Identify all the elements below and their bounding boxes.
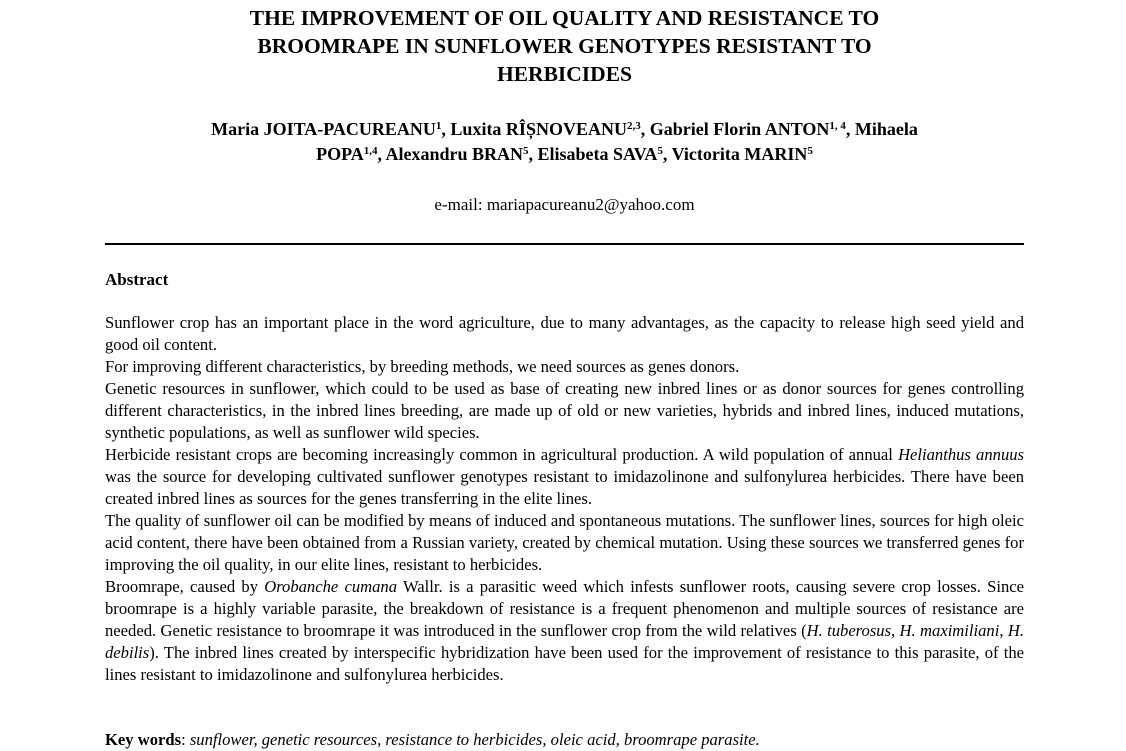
- paper-title: [105, 4, 1024, 88]
- author-affiliation: 1,4: [363, 144, 378, 157]
- email-label: e-mail:: [434, 195, 483, 214]
- keywords: [105, 729, 760, 751]
- abstract-text: Wallr. is a parasitic weed which infests sunflower roots, causing severe crop losses. Since broomrape is a highly variable parasite, the breakdown of resistance is a frequent phenomenon and multiple sources of resistance are needed. Genetic resistance to broomrape it was introduced in the sunflower crop from the wild relatives (: [105, 577, 1024, 640]
- author-affiliation: 2,3: [626, 120, 641, 132]
- author-name: Alexandru BRAN: [385, 143, 524, 164]
- author-name: Maria JOITA-PACUREANU: [211, 119, 436, 139]
- abstract-paragraph: Genetic resources in sunflower, which could to be used as base of creating new inbred lines or as donor sources for genes controlling different characteristics, in the inbred lines breeding, are made up of old or new varieties, hybrids and inbred lines, induced mutations, synthetic populations, as well as sunflower wild species.: [105, 379, 1024, 442]
- abstract-paragraph: [105, 444, 1024, 510]
- abstract-paragraph: [105, 576, 1024, 686]
- keywords-list: sunflower, genetic resources, resistance to herbicides, oleic acid, broomrape parasite.: [189, 730, 760, 749]
- author-separator: ,: [528, 143, 538, 164]
- title-line: BROOMRAPE IN SUNFLOWER GENOTYPES RESISTANT TO: [257, 34, 872, 58]
- author-list: [105, 117, 1024, 166]
- contact-email: [105, 194, 1024, 216]
- author-separator: ,: [640, 119, 650, 139]
- author-affiliation: 1, 4: [829, 120, 846, 132]
- title-line: THE IMPROVEMENT OF OIL QUALITY AND RESISTANCE TO: [249, 6, 880, 30]
- abstract-text: was the source for developing cultivated sunflower genotypes resistant to imidazolinone and sulfonylurea herbicides. There have been created inbred lines as sources for the genes transferring in the elite lines.: [105, 467, 1024, 508]
- author-separator: ,: [377, 143, 386, 164]
- abstract-paragraph: Sunflower crop has an important place in the word agriculture, due to many advantages, as the capacity to release high seed yield and good oil content.: [105, 313, 1024, 354]
- species-name: Helianthus annuus: [898, 445, 1024, 464]
- abstract-body: [105, 312, 1024, 686]
- keywords-colon: :: [181, 730, 190, 749]
- author-affiliation: 1: [435, 120, 442, 132]
- header-divider: [105, 243, 1024, 245]
- species-name: H. tuberosus, H. maximiliani: [806, 621, 1000, 640]
- species-name: Orobanche cumana: [264, 577, 398, 596]
- abstract-text: Herbicide resistant crops are becoming increasingly common in agricultural production. A wild population of annual: [105, 445, 899, 464]
- abstract-heading: Abstract: [105, 270, 169, 289]
- author-separator: ,: [662, 143, 672, 164]
- title-line: HERBICIDES: [496, 62, 632, 86]
- abstract-text: ). The inbred lines created by interspecific hybridization have been used for the improvement of resistance to this parasite, of the lines resistant to imidazolinone and sulfonylurea herbicides.: [105, 643, 1024, 684]
- author-name: Victorita MARIN: [671, 143, 808, 164]
- author-affiliation: 5: [523, 144, 529, 157]
- author-affiliation: 5: [657, 144, 663, 157]
- author-name: POPA: [316, 143, 364, 164]
- keywords-label: Key words: [105, 730, 182, 749]
- email-address[interactable]: mariapacureanu2@yahoo.com: [486, 195, 695, 214]
- author-name: Gabriel Florin ANTON: [649, 119, 830, 139]
- author-name: Elisabeta SAVA: [537, 143, 658, 164]
- species-name: H. debilis: [105, 621, 1024, 662]
- abstract-paragraph: The quality of sunflower oil can be modified by means of induced and spontaneous mutations. The sunflower lines, sources for high oleic acid content, there have been obtained from a Russian variety, created by chemical mutation. Using these sources we transferred genes for improving the oil quality, in our elite lines, resistant to herbicides.: [105, 511, 1024, 574]
- author-separator: , Mihaela: [845, 119, 918, 139]
- author-affiliation: 5: [807, 144, 813, 157]
- abstract-text: ,: [999, 621, 1008, 640]
- author-name: Luxita RÎȘNOVEANU: [450, 119, 627, 139]
- abstract-paragraph: For improving different characteristics, by breeding methods, we need sources as genes donors.: [105, 357, 740, 376]
- author-separator: ,: [441, 119, 451, 139]
- abstract-text: Broomrape, caused by: [105, 577, 265, 596]
